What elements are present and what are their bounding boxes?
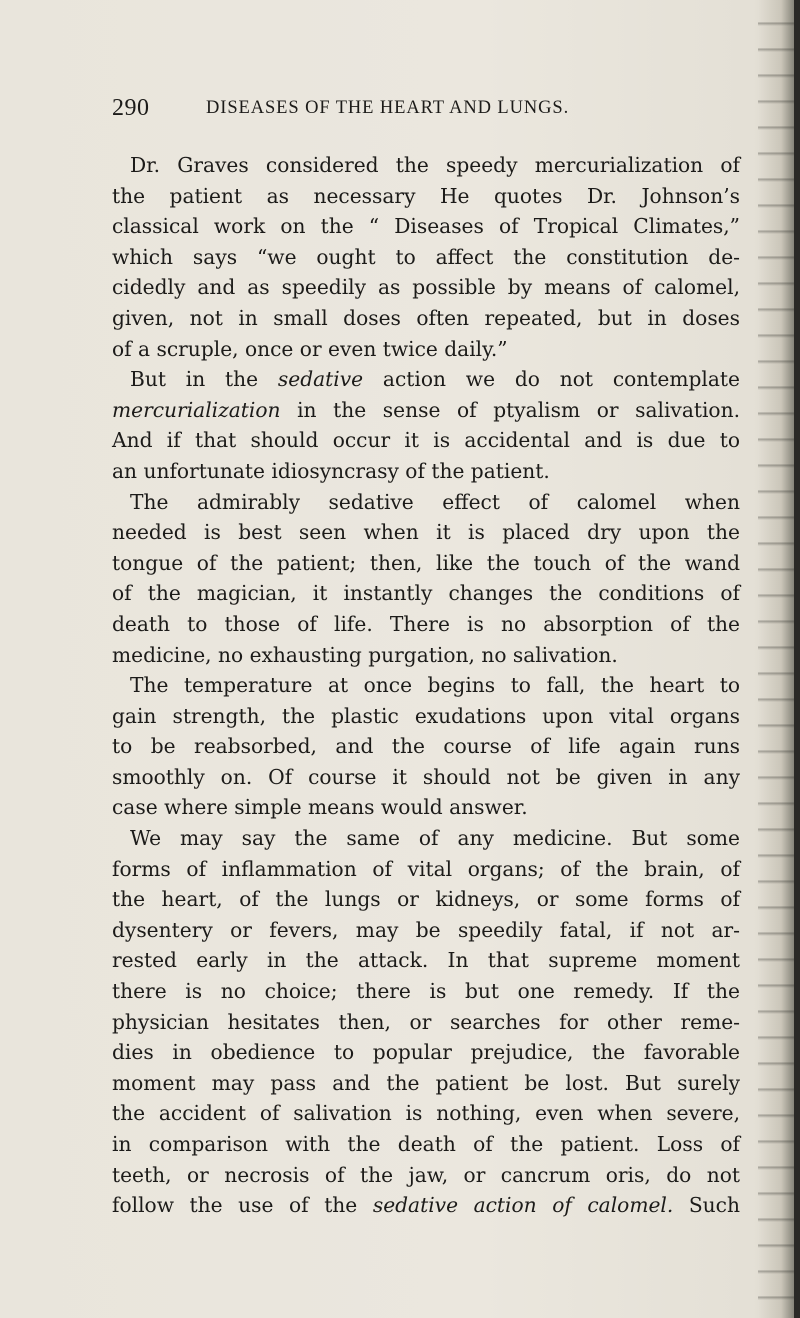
text-line: the heart, of the lungs or kidneys, or some forms of: [112, 887, 740, 912]
text-line: And if that should occur it is accidental and is due to: [112, 428, 740, 453]
page-header: [112, 93, 742, 123]
text-line: physician hesitates then, or searches for other reme-: [112, 1009, 740, 1034]
text-line: in comparison with the death of the patient. Loss of: [112, 1132, 740, 1156]
text-line: But in the sedative action we do not contemplate: [130, 367, 740, 392]
text-line: cidedly and as speedily as possible by means of calomel,: [112, 275, 740, 300]
text-line: gain strength, the plastic exudations upon vital organs: [112, 703, 740, 728]
text-line: tongue of the patient; then, like the touch of the wand: [112, 550, 740, 575]
text-line: of the magician, it instantly changes the conditions of: [112, 581, 740, 606]
text-line: moment may pass and the patient be lost. But surely: [112, 1070, 740, 1095]
text-line: given, not in small doses often repeated, but in doses: [112, 305, 740, 330]
text-line: mercurialization in the sense of ptyalism or salivation.: [112, 397, 740, 422]
text-line: smoothly on. Of course it should not be given in any: [112, 764, 740, 789]
text-line: there is no choice; there is but one remedy. If the: [112, 979, 740, 1004]
text-line: of a scruple, once or even twice daily.”: [112, 336, 508, 361]
text-line: classical work on the “ Diseases of Tropical Climates,”: [112, 214, 740, 239]
text-line: an unfortunate idiosyncrasy of the patient.: [112, 458, 550, 483]
text-line: follow the use of the sedative action of calomel. Such: [112, 1193, 740, 1218]
binding-edge: [794, 0, 800, 1318]
page-number: 290: [112, 95, 150, 121]
text-line: teeth, or necrosis of the jaw, or cancrum oris, do not: [112, 1162, 740, 1187]
text-line: forms of inflammation of vital organs; of the brain, of: [112, 856, 740, 881]
body-text: [112, 150, 740, 1221]
text-line: case where simple means would answer.: [112, 795, 528, 820]
text-line: which says “we ought to affect the constitution de-: [112, 244, 740, 269]
text-line: the accident of salivation is nothing, even when severe,: [112, 1101, 740, 1126]
text-line: dysentery or fevers, may be speedily fatal, if not ar-: [112, 917, 740, 942]
text-line: The temperature at once begins to fall, the heart to: [130, 673, 740, 698]
running-head: DISEASES OF THE HEART AND LUNGS.: [206, 98, 570, 118]
text-line: needed is best seen when it is placed dry upon the: [112, 520, 740, 545]
text-line: death to those of life. There is no absorption of the: [112, 611, 740, 636]
text-line: dies in obedience to popular prejudice, the favorable: [112, 1040, 740, 1065]
text-line: rested early in the attack. In that supreme moment: [112, 948, 740, 973]
text-line: We may say the same of any medicine. But some: [130, 826, 740, 851]
text-line: Dr. Graves considered the speedy mercurialization of: [130, 153, 740, 177]
text-line: The admirably sedative effect of calomel when: [130, 489, 740, 514]
text-line: the patient as necessary He quotes Dr. Johnson’s: [112, 183, 740, 208]
text-line: medicine, no exhausting purgation, no salivation.: [112, 642, 618, 667]
text-line: to be reabsorbed, and the course of life again runs: [112, 734, 740, 759]
